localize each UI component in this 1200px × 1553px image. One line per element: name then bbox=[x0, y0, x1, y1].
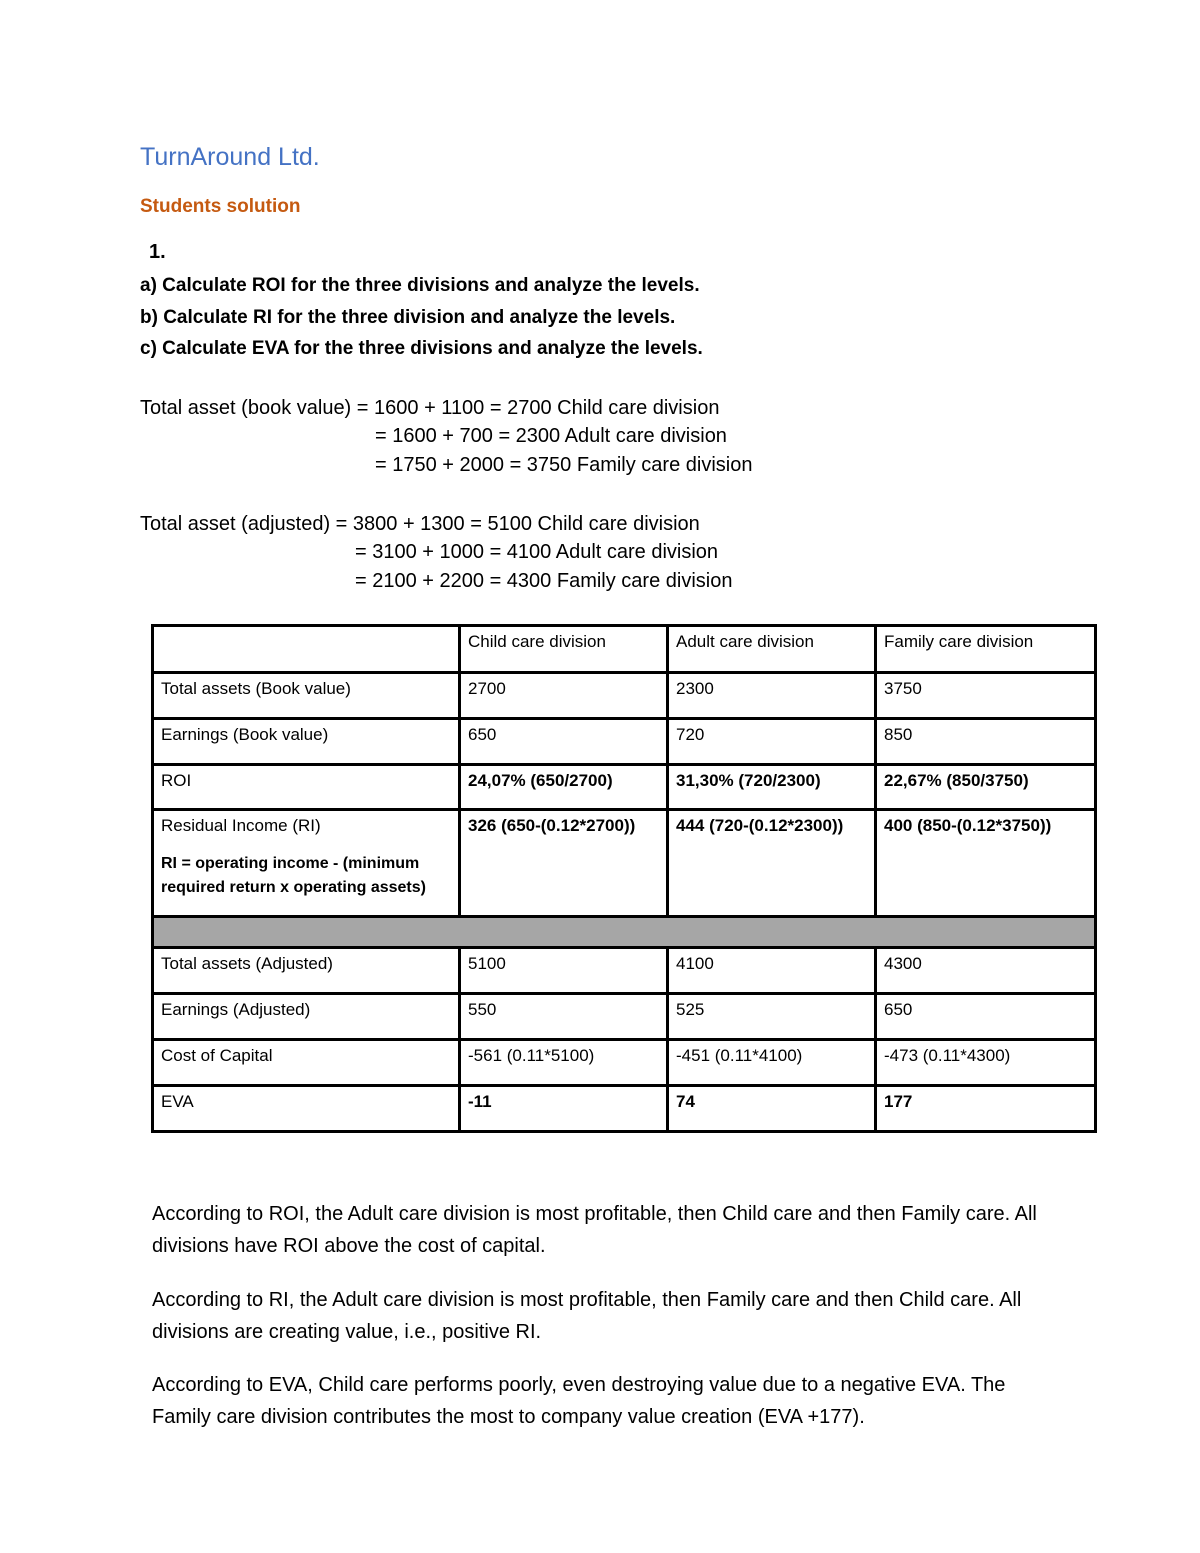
row-label: ROI bbox=[153, 765, 460, 810]
table-cell: 4300 bbox=[876, 948, 1096, 994]
header-cell-family-care: Family care division bbox=[876, 626, 1096, 673]
book-value-line-2: = 1600 + 700 = 2300 Adult care division bbox=[375, 425, 727, 447]
document-title: TurnAround Ltd. bbox=[140, 143, 320, 171]
document-subtitle: Students solution bbox=[140, 196, 301, 217]
table-cell: 525 bbox=[668, 994, 876, 1040]
question-number: 1. bbox=[149, 241, 166, 263]
table-row-ri bbox=[153, 810, 1096, 917]
adjusted-line-1: Total asset (adjusted) = 3800 + 1300 = 5100 Child care division bbox=[140, 513, 700, 535]
table-cell: -11 bbox=[460, 1086, 668, 1132]
table-row bbox=[153, 765, 1096, 810]
conclusion-ri: According to RI, the Adult care division is most profitable, then Family care and then Child care. All divisions are creating value, i.e., positive RI. bbox=[152, 1289, 1022, 1343]
table-cell: 22,67% (850/3750) bbox=[876, 765, 1096, 810]
table-cell: 650 bbox=[876, 994, 1096, 1040]
table-row bbox=[153, 948, 1096, 994]
table-header-row bbox=[153, 626, 1096, 673]
table-row bbox=[153, 719, 1096, 765]
ri-label: Residual Income (RI) bbox=[161, 816, 321, 835]
table-cell: 24,07% (650/2700) bbox=[460, 765, 668, 810]
table-row bbox=[153, 1086, 1096, 1132]
table-cell: 3750 bbox=[876, 673, 1096, 719]
table-cell: 2700 bbox=[460, 673, 668, 719]
row-label: Total assets (Adjusted) bbox=[153, 948, 460, 994]
header-cell-empty bbox=[153, 626, 460, 673]
conclusion-eva: According to EVA, Child care performs poorly, even destroying value due to a negative EVA. The Family care division contributes the most to company value creation (EVA +177). bbox=[152, 1374, 1006, 1428]
row-label: Earnings (Book value) bbox=[153, 719, 460, 765]
row-label-ri bbox=[153, 810, 460, 917]
question-a: a) Calculate ROI for the three divisions and analyze the levels. bbox=[140, 275, 700, 296]
table-cell: 326 (650-(0.12*2700)) bbox=[460, 810, 668, 917]
table-row bbox=[153, 994, 1096, 1040]
table-cell: -451 (0.11*4100) bbox=[668, 1040, 876, 1086]
row-label: EVA bbox=[153, 1086, 460, 1132]
table-cell: 720 bbox=[668, 719, 876, 765]
table-cell: 2300 bbox=[668, 673, 876, 719]
question-c: c) Calculate EVA for the three divisions and analyze the levels. bbox=[140, 338, 703, 359]
row-label: Earnings (Adjusted) bbox=[153, 994, 460, 1040]
table-cell: -561 (0.11*5100) bbox=[460, 1040, 668, 1086]
table-cell: 444 (720-(0.12*2300)) bbox=[668, 810, 876, 917]
question-b: b) Calculate RI for the three division and analyze the levels. bbox=[140, 307, 676, 328]
book-value-line-1: Total asset (book value) = 1600 + 1100 = 2700 Child care division bbox=[140, 397, 720, 419]
table-cell: 650 bbox=[460, 719, 668, 765]
adjusted-line-2: = 3100 + 1000 = 4100 Adult care division bbox=[355, 541, 719, 563]
table-cell: -473 (0.11*4300) bbox=[876, 1040, 1096, 1086]
header-cell-adult-care: Adult care division bbox=[668, 626, 876, 673]
ri-formula-note: RI = operating income - (minimum required return x operating assets) bbox=[161, 855, 426, 896]
adjusted-line-3: = 2100 + 2200 = 4300 Family care division bbox=[355, 570, 733, 592]
conclusion-roi: According to ROI, the Adult care division is most profitable, then Child care and then Family care. All divisions have ROI above the cost of capital. bbox=[152, 1203, 1037, 1257]
table-cell: 850 bbox=[876, 719, 1096, 765]
book-value-line-3: = 1750 + 2000 = 3750 Family care division bbox=[375, 454, 753, 476]
table-cell: 31,30% (720/2300) bbox=[668, 765, 876, 810]
row-label: Total assets (Book value) bbox=[153, 673, 460, 719]
table-row bbox=[153, 673, 1096, 719]
results-table bbox=[151, 624, 1097, 1133]
row-label: Cost of Capital bbox=[153, 1040, 460, 1086]
separator-cell bbox=[153, 917, 1096, 948]
table-cell: 400 (850-(0.12*3750)) bbox=[876, 810, 1096, 917]
table-cell: 177 bbox=[876, 1086, 1096, 1132]
table-cell: 4100 bbox=[668, 948, 876, 994]
table-row bbox=[153, 1040, 1096, 1086]
table-separator-row bbox=[153, 917, 1096, 948]
table-cell: 74 bbox=[668, 1086, 876, 1132]
header-cell-child-care: Child care division bbox=[460, 626, 668, 673]
table-cell: 550 bbox=[460, 994, 668, 1040]
table-cell: 5100 bbox=[460, 948, 668, 994]
